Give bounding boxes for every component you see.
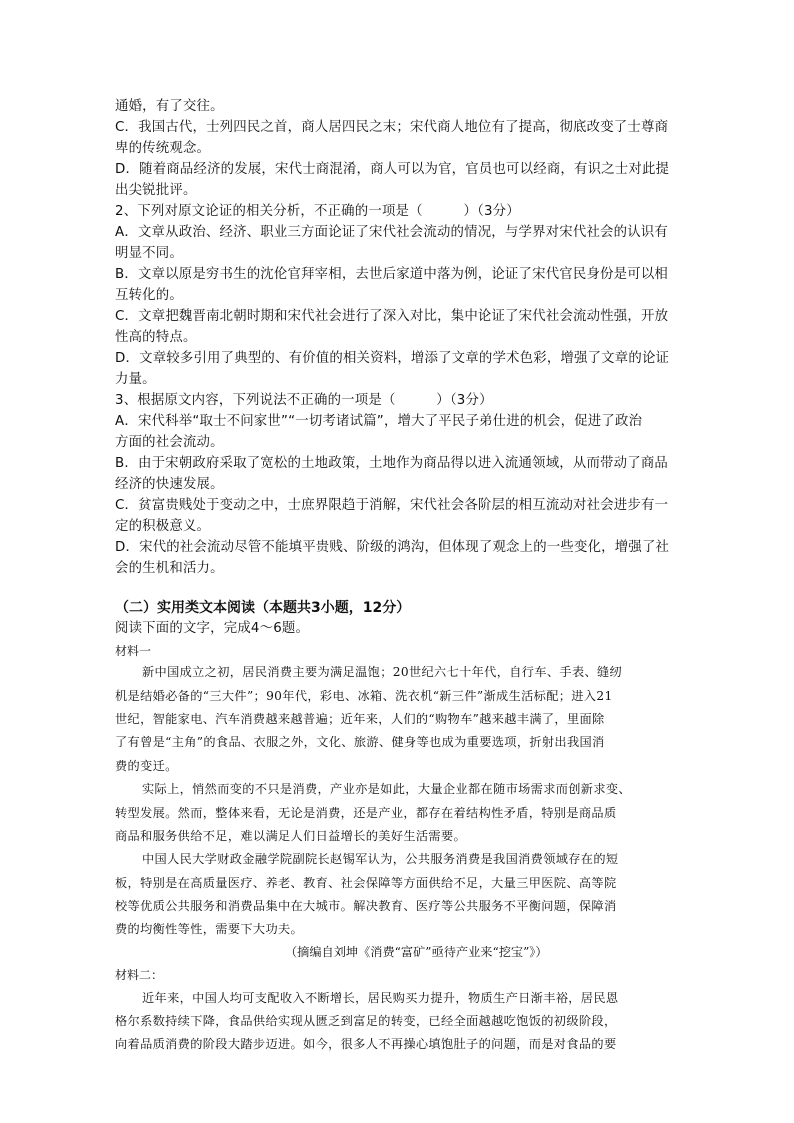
answer-option-line: 卑的传统观念。	[115, 141, 211, 156]
answer-option-line: 方面的社会流动。	[115, 435, 224, 450]
answer-option-line: B．文章以原是穷书生的沈伦官拜宰相，去世后家道中落为例，论证了宋代官民身份是可以相	[115, 267, 669, 282]
answer-option-line: B．由于宋朝政府采取了宽松的土地政策，土地作为商品得以进入流通领域，从而带动了商品	[115, 456, 669, 471]
material-1-line: 中国人民大学财政金融学院副院长赵锡军认为，公共服务消费是我国消费领域存在的短	[142, 852, 619, 866]
section-instruction: 阅读下面的文字，完成4～6题。	[115, 621, 310, 636]
answer-option-line: 会的生机和活力。	[115, 561, 224, 576]
answer-option-line: A．文章从政治、经济、职业三方面论证了宋代社会流动的情况，与学界对宋代社会的认识有	[115, 225, 668, 240]
answer-option-line: 经济的快速发展。	[115, 477, 224, 492]
answer-option-line: D．文章较多引用了典型的、有价值的相关资料，增添了文章的学术色彩，增强了文章的论证	[115, 351, 670, 366]
material-1-label: 材料一	[115, 644, 152, 658]
section-heading: （二）实用类文本阅读（本题共3小题，12分）	[115, 600, 411, 616]
answer-option-line: C．我国古代，士列四民之首，商人居四民之末；宋代商人地位有了提高，彻底改变了士尊商	[115, 120, 669, 135]
answer-option-line: 性高的特点。	[115, 330, 197, 345]
answer-option-line: 定的积极意义。	[115, 519, 211, 534]
material-1-line: 板，特别是在高质量医疗、养老、教育、社会保障等方面供给不足，大量三甲医院、高等院	[115, 876, 617, 890]
answer-option-line: 互转化的。	[115, 288, 183, 303]
answer-option-line: A．宋代科举“取士不问家世”“一切考诸试篇”，增大了平民子弟仕进的机会，促进了政治	[115, 414, 643, 429]
question-2-stem: 2、下列对原文论证的相关分析，不正确的一项是（ ）（3分）	[115, 204, 520, 219]
material-1-line: 实际上，悄然而变的不只是消费，产业亦是如此，大量企业都在随市场需求而创新求变、	[142, 782, 631, 796]
material-1-source: （摘编自刘坤《消费“富矿”亟待产业来“挖宝”》）	[285, 945, 548, 959]
material-2-line: 向着品质消费的阶段大踏步迈进。如今，很多人不再操心填饱肚子的问题，而是对食品的要	[115, 1037, 617, 1051]
material-1-line: 转型发展。然而，整体来看，无论是消费，还是产业，都存在着结构性矛盾，特别是商品质	[115, 806, 617, 820]
answer-option-line: D．随着商品经济的发展，宋代士商混淆，商人可以为官，官员也可以经商，有识之士对此提	[115, 162, 670, 177]
material-2-line: 近年来，中国人均可支配收入不断增长，居民购买力提升，物质生产日渐丰裕，居民恩	[142, 991, 619, 1005]
answer-option-line: 出尖锐批评。	[115, 183, 197, 198]
material-2-line: 格尔系数持续下降，食品供给实现从匮乏到富足的转变，已经全面越越吃饱饭的初级阶段，	[115, 1014, 617, 1028]
answer-option-line: 通婚，有了交往。	[115, 99, 224, 114]
answer-option-line: 力量。	[115, 372, 156, 387]
answer-option-line: C．文章把魏晋南北朝时期和宋代社会进行了深入对比，集中论证了宋代社会流动性强，开放	[115, 309, 669, 324]
material-1-line: 了有曾是“主角”的食品、衣服之外，文化、旅游、健身等也成为重要选项，折射出我国消	[115, 735, 605, 749]
answer-option-line: C．贫富贵贱处于变动之中，士庶界限趋于消解，宋代社会各阶层的相互流动对社会进步有一	[115, 498, 669, 513]
answer-option-line: D．宋代的社会流动尽管不能填平贵贱、阶级的鸿沟，但体现了观念上的一些变化，增强了社	[115, 540, 670, 555]
material-1-line: 校等优质公共服务和消费品集中在大城市。解决教育、医疗等公共服务不平衡问题，保障消	[115, 899, 617, 913]
question-3-stem: 3、根据原文内容，下列说法不正确的一项是（ ）（3分）	[115, 393, 493, 408]
material-1-line: 新中国成立之初，居民消费主要为满足温饱；20世纪六七十年代，自行车、手表、缝纫	[142, 665, 623, 679]
material-1-line: 机是结婚必备的“三大件”；90年代，彩电、冰箱、洗衣机“新三件”渐成生活标配；进入21	[115, 689, 613, 703]
material-1-line: 费的变迁。	[115, 759, 178, 773]
answer-option-line: 明显不同。	[115, 246, 183, 261]
material-1-line: 商品和服务供给不足，难以满足人们日益增长的美好生活需要。	[115, 829, 467, 843]
material-2-label: 材料二：	[115, 968, 164, 982]
material-1-line: 世纪，智能家电、汽车消费越来越普遍；近年来，人们的“购物车”越来越丰满了，里面除	[115, 712, 605, 726]
material-1-line: 费的均衡性等性，需要下大功夫。	[115, 922, 304, 936]
